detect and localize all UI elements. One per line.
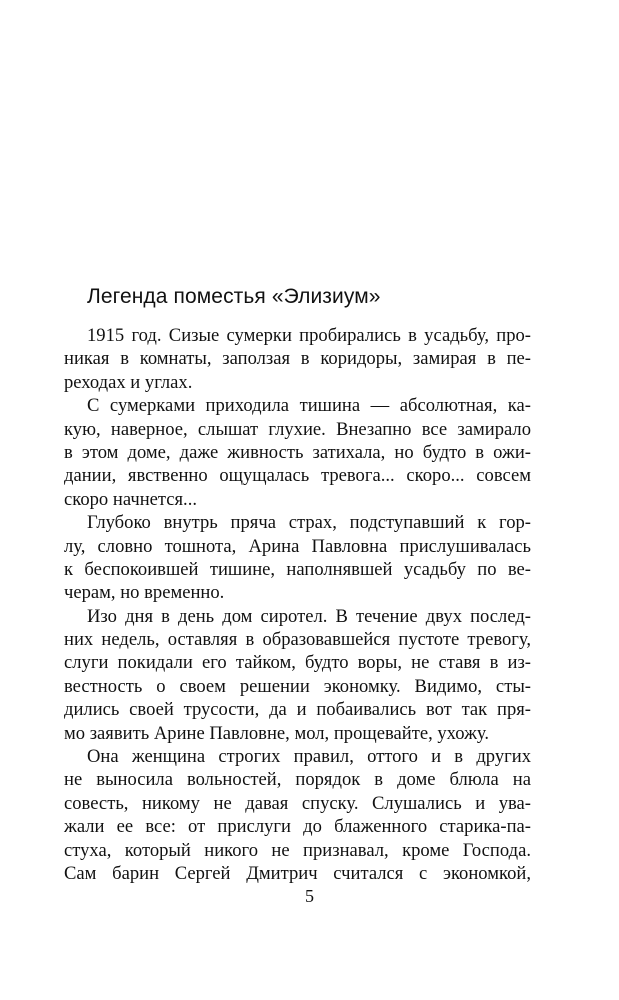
text-line: реходах и углах. — [64, 371, 193, 393]
text-line: скоро начнется... — [64, 488, 197, 510]
body-text — [64, 324, 531, 885]
paragraph — [64, 324, 531, 394]
text-line: мо заявить Арине Павловне, мол, прощевайте, ухожу. — [64, 722, 490, 744]
text-line: Сам барин Сергей Дмитрич считался с экономкой, — [64, 862, 531, 884]
text-line: слуги покидали его тайком, будто воры, не ставя в из- — [64, 652, 531, 674]
paragraph — [64, 605, 531, 745]
text-line: Глубоко внутрь пряча страх, подступавший к гор- — [87, 512, 531, 534]
paragraph — [64, 745, 531, 885]
text-line: совесть, никому не давая спуску. Слушались и ува- — [64, 792, 531, 814]
text-line: вестность о своем решении экономку. Видимо, сты- — [64, 675, 531, 697]
text-line: кую, наверное, слышат глухие. Внезапно все замирало — [64, 418, 531, 440]
page-number: 5 — [305, 886, 314, 906]
text-line: Изо дня в день дом сиротел. В течение двух послед- — [87, 605, 531, 627]
text-line: к беспокоившей тишине, наполнявшей усадьбу по ве- — [64, 558, 531, 580]
text-line: никая в комнаты, заползая в коридоры, замирая в пе- — [64, 348, 531, 370]
text-line: в этом доме, даже живность затихала, но будто в ожи- — [64, 441, 531, 463]
text-line: лу, словно тошнота, Арина Павловна прислушивалась — [64, 535, 531, 557]
text-line: стуха, который никого не признавал, кроме Господа. — [64, 839, 531, 861]
paragraph — [64, 511, 531, 605]
paragraph — [64, 394, 531, 511]
text-line: них недель, оставляя в образовавшейся пустоте тревогу, — [64, 629, 531, 651]
text-line: 1915 год. Сизые сумерки пробирались в усадьбу, про- — [87, 325, 531, 346]
text-line: Она женщина строгих правил, оттого и в других — [87, 746, 531, 768]
text-line: С сумерками приходила тишина — абсолютная, ка- — [87, 395, 531, 417]
chapter-title: Легенда поместья «Элизиум» — [87, 285, 381, 308]
text-line: черам, но временно. — [64, 582, 225, 604]
text-line: дании, явственно ощущалась тревога... скоро... совсем — [64, 465, 531, 487]
text-line: не выносила вольностей, порядок в доме блюла на — [64, 769, 531, 791]
text-line: дились своей трусости, да и побаивались вот так пря- — [64, 699, 531, 721]
text-line: жали ее все: от прислуги до блаженного старика-па- — [64, 816, 531, 838]
